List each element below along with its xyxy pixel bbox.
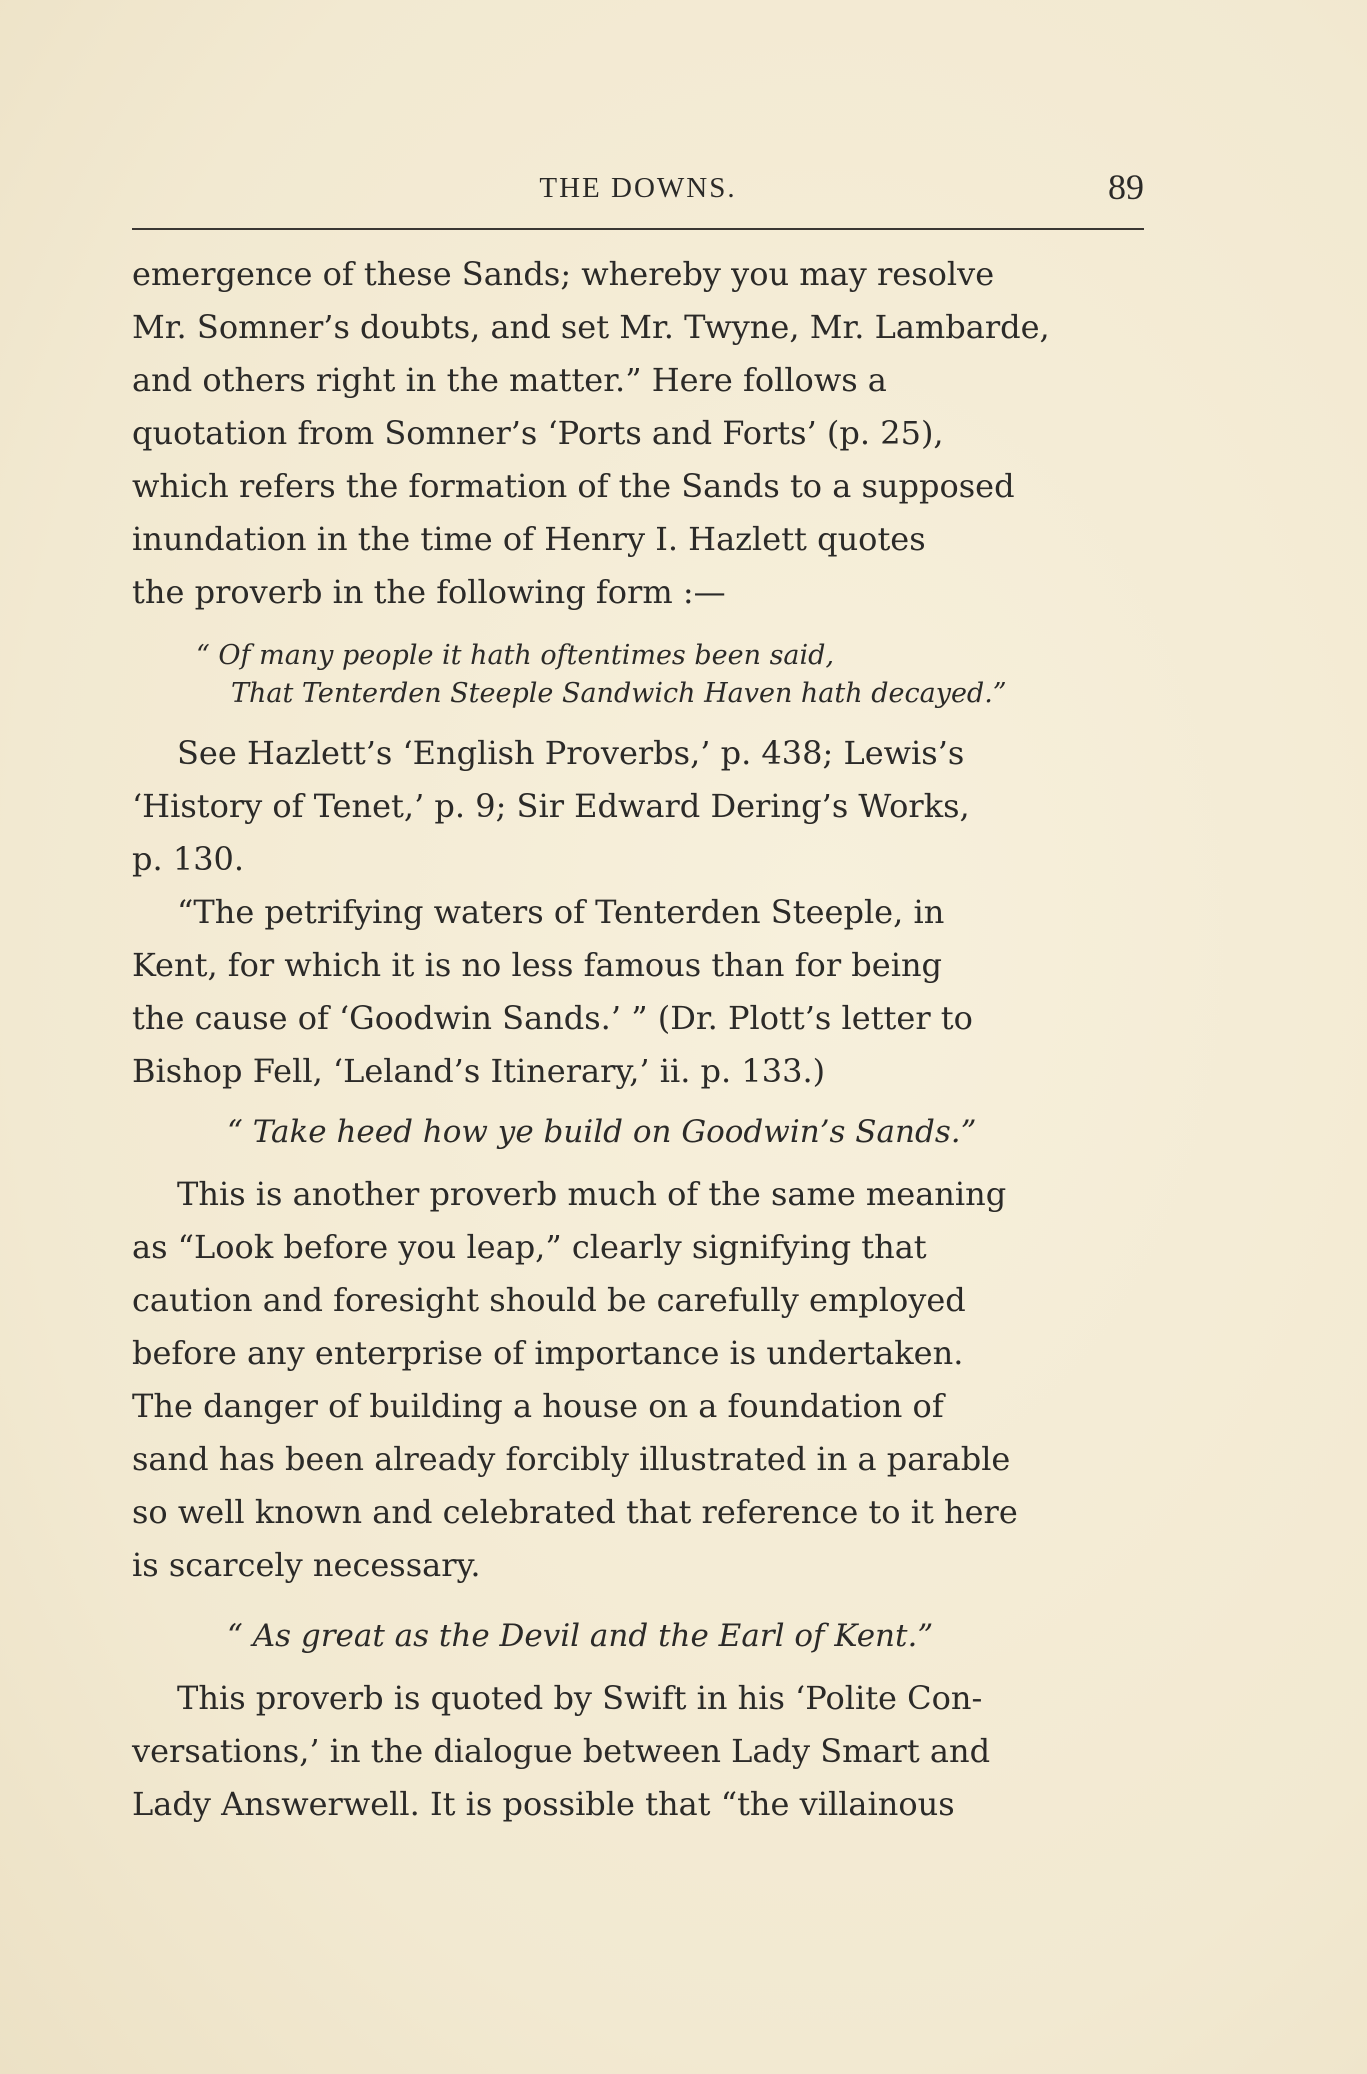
page-body — [132, 248, 1144, 1831]
page-header — [132, 166, 1144, 214]
header-rule — [132, 228, 1144, 230]
paragraph-look-before-you-leap: This is another proverb much of the same meaning as “Look before you leap,” clearly signifying that caution and foresight should be carefully employed before any enterprise of importance is undertaken. The danger of building a house on a foundation of sand has been already forcibly illustrated in a parable so well known and celebrated that reference to it here is scarcely necessary. — [132, 1175, 1018, 1584]
page-number: 89 — [1108, 167, 1144, 207]
paragraph-petrifying-waters: “The petrifying waters of Tenterden Steeple, in Kent, for which it is no less famous than for being the cause of ‘Goodwin Sands.’ ” (Dr. Plott’s letter to Bishop Fell, ‘Leland’s Itinerary,’ ii. p. 133.) — [132, 893, 973, 1090]
proverb-goodwin-sands: “ Take heed how ye build on Goodwin’s Sands.” — [227, 1114, 977, 1150]
paragraph-continuation: emergence of these Sands; whereby you may resolve Mr. Somner’s doubts, and set Mr. Twyne, Mr. Lambarde, and others right in the matter.” Here follows a quotation from Somner’s ‘Ports and Forts’ (p. 25), which refers the formation of the Sands to a supposed inundation in the time of Henry I. Hazlett quotes the proverb in the following form :— — [132, 255, 1050, 611]
paragraph-swift: This proverb is quoted by Swift in his ‘Polite Con- versations,’ in the dialogue between Lady Smart and Lady Answerwell. It is possible that “the villainous — [132, 1679, 991, 1823]
verse-line-2: That Tenterden Steeple Sandwich Haven hath decayed.” — [231, 678, 1007, 709]
proverb-devil-earl-of-kent: “ As great as the Devil and the Earl of Kent.” — [227, 1618, 934, 1654]
paragraph-references: See Hazlett’s ‘English Proverbs,’ p. 438; Lewis’s ‘History of Tenet,’ p. 9; Sir Edward Dering’s Works, p. 130. — [132, 734, 970, 878]
running-head: THE DOWNS. — [539, 172, 737, 204]
verse-line-1: “ Of many people it hath oftentimes been said, — [196, 640, 835, 671]
